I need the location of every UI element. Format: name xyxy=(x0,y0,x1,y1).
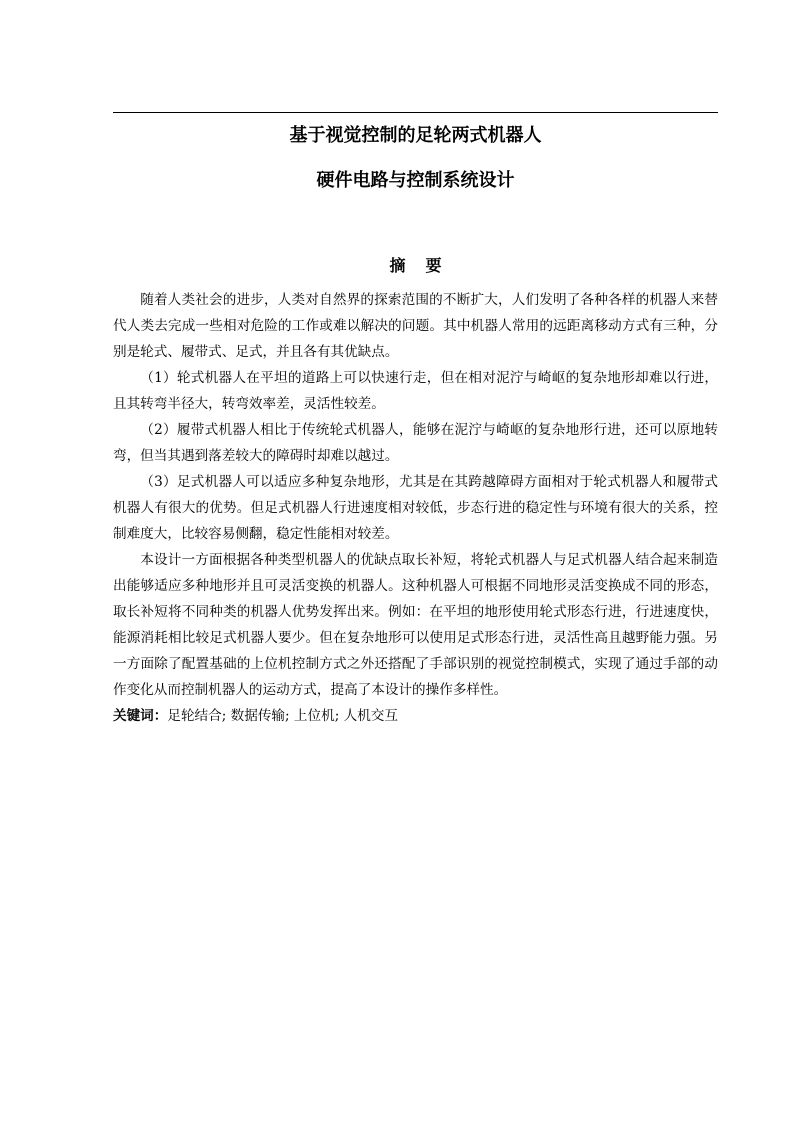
abstract-paragraph-legged: （3）足式机器人可以适应多种复杂地形，尤其是在其跨越障碍方面相对于轮式机器人和履带式机器人有很大的优势。但足式机器人行进速度相对较低，步态行进的稳定性与环境有很大的关系，控制难度大，比较容易侧翻，稳定性能相对较差。 xyxy=(113,474,718,542)
header-rule xyxy=(113,112,718,113)
abstract-paragraph-design: 本设计一方面根据各种类型机器人的优缺点取长补短，将轮式机器人与足式机器人结合起来制造出能够适应多种地形并且可灵活变换的机器人。这种机器人可根据不同地形灵活变换成不同的形态，取长补短将不同种类的机器人优势发挥出来。例如：在平坦的地形使用轮式形态行进，行进速度快，能源消耗相比较足式机器人要少。但在复杂地形可以使用足式形态行进，灵活性高且越野能力强。另一方面除了配置基础的上位机控制方式之外还搭配了手部识别的视觉控制模式，实现了通过手部的动作变化从而控制机器人的运动方式，提高了本设计的操作多样性。 xyxy=(113,552,718,698)
title-line-1: 基于视觉控制的足轮两式机器人 xyxy=(289,125,542,146)
abstract-heading: 摘要 xyxy=(389,256,462,275)
keywords-text: 足轮结合; 数据传输; 上位机; 人机交互 xyxy=(167,708,398,724)
keywords-label: 关键词： xyxy=(113,708,168,724)
keywords-line xyxy=(113,703,718,729)
abstract-body xyxy=(113,287,718,729)
abstract-paragraph-wheeled: （1）轮式机器人在平坦的道路上可以快速行走，但在相对泥泞与崎岖的复杂地形却难以行进，且其转弯半径大，转弯效率差，灵活性较差。 xyxy=(113,370,718,412)
title-line-2: 硬件电路与控制系统设计 xyxy=(316,170,515,191)
abstract-paragraph-intro: 随着人类社会的进步，人类对自然界的探索范围的不断扩大，人们发明了各种各样的机器人来替代人类去完成一些相对危险的工作或难以解决的问题。其中机器人常用的远距离移动方式有三种，分别是轮式、履带式、足式，并且各有其优缺点。 xyxy=(113,292,718,360)
abstract-paragraph-tracked: （2）履带式机器人相比于传统轮式机器人，能够在泥泞与崎岖的复杂地形行进，还可以原地转弯，但当其遇到落差较大的障碍时却难以越过。 xyxy=(113,422,718,464)
